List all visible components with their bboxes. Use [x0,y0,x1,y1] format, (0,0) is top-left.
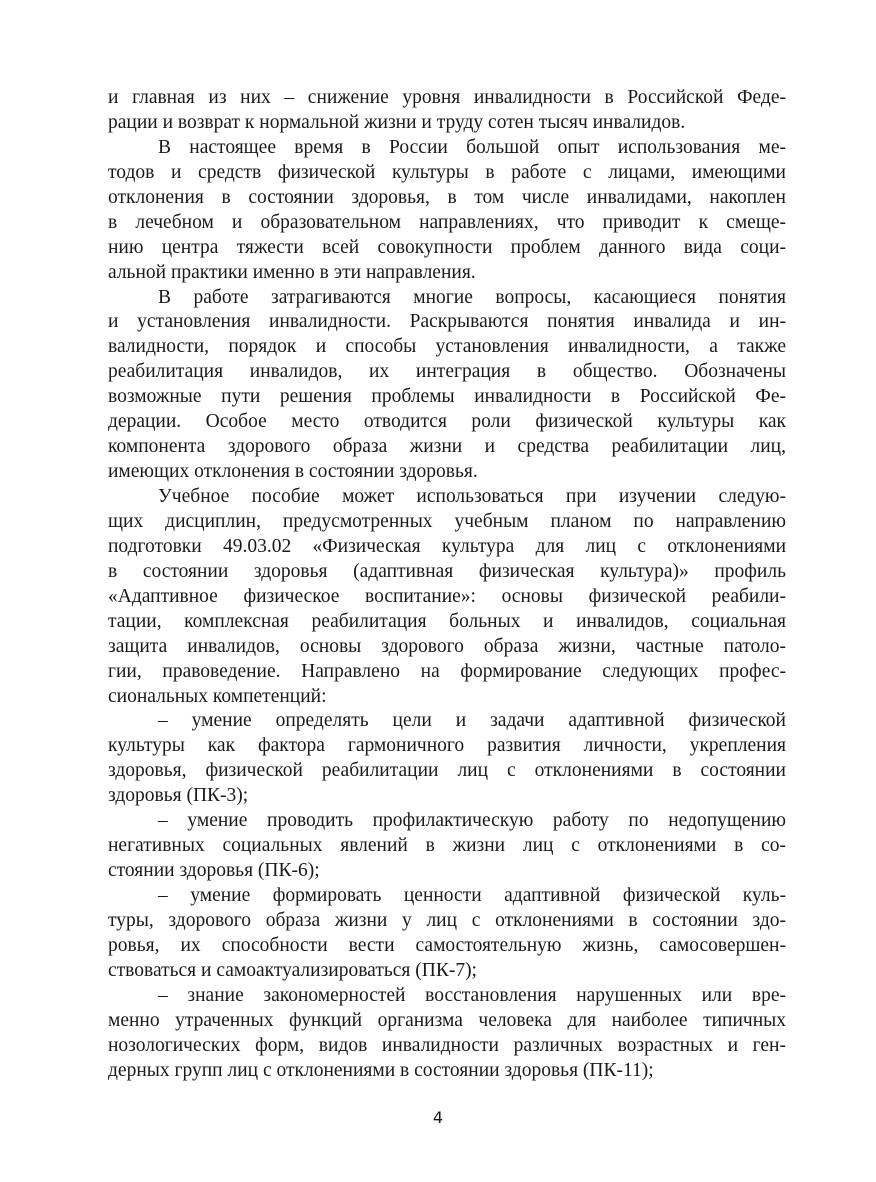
text-line: культуры как фактора гармоничного развития личности, укрепления [108,735,786,757]
text-line: дерных групп лиц с отклонениями в состоянии здоровья (ПК-11); [108,1059,654,1081]
text-line: – умение проводить профилактическую работу по недопущению [158,810,786,832]
text-line: В настоящее время в России большой опыт использования ме- [158,136,786,158]
text-line: Учебное пособие может использоваться при изучении следую- [158,486,786,507]
text-line: возможные пути решения проблемы инвалидности в Российской Фе- [108,386,786,408]
text-line: сиональных компетенций: [108,685,327,707]
text-line: В работе затрагиваются многие вопросы, касающиеся понятия [158,286,786,308]
text-line: и установления инвалидности. Раскрываются понятия инвалида и ин- [108,311,786,333]
text-line: гии, правоведение. Направлено на формирование следующих профес- [108,660,786,682]
text-line: тодов и средств физической культуры в работе с лицами, имеющими [108,161,786,183]
body-text [108,86,786,1084]
text-line: тации, комплексная реабилитация больных и инвалидов, социальная [108,610,786,632]
text-line: защита инвалидов, основы здорового образа жизни, частные патоло- [108,635,786,657]
text-line: в лечебном и образовательном направлениях, что приводит к смеще- [108,211,786,233]
text-line: и главная из них – снижение уровня инвалидности в Российской Феде- [108,87,786,108]
text-line: валидности, порядок и способы установления инвалидности, а также [108,336,786,358]
text-line: рации и возврат к нормальной жизни и труду сотен тысяч инвалидов. [108,111,686,133]
text-line: альной практики именно в эти направления. [108,261,476,283]
page-number: 4 [432,1108,444,1127]
text-line: щих дисциплин, предусмотренных учебным планом по направлению [108,510,786,532]
text-line: нозологических форм, видов инвалидности различных возрастных и ген- [108,1034,786,1056]
text-line: нию центра тяжести всей совокупности проблем данного вида соци- [108,236,786,258]
text-line: стоянии здоровья (ПК-6); [108,860,320,882]
text-line: подготовки 49.03.02 «Физическая культура для лиц с отклонениями [108,535,786,557]
text-line: менно утраченных функций организма человека для наиболее типичных [108,1009,786,1031]
text-line: ствоваться и самоактуализироваться (ПК-7); [108,959,477,981]
text-line: ровья, их способности вести самостоятельную жизнь, самосовершен- [108,934,786,956]
text-line: – умение формировать ценности адаптивной физической куль- [158,885,786,906]
text-line: туры, здорового образа жизни у лиц с отклонениями в состоянии здо- [108,909,786,931]
text-line: реабилитация инвалидов, их интеграция в общество. Обозначены [108,361,786,383]
text-line: негативных социальных явлений в жизни лиц с отклонениями в со- [108,835,786,857]
text-line: «Адаптивное физическое воспитание»: основы физической реабили- [108,585,786,607]
text-line: – знание закономерностей восстановления нарушенных или вре- [158,984,786,1006]
text-line: – умение определять цели и задачи адаптивной физической [158,710,786,732]
text-line: дерации. Особое место отводится роли физической культуры как [108,411,786,433]
text-line: в состоянии здоровья (адаптивная физическая культура)» профиль [108,560,786,582]
text-line: отклонения в состоянии здоровья, в том числе инвалидами, накоплен [108,186,786,208]
text-line: здоровья (ПК-3); [108,785,249,807]
text-line: здоровья, физической реабилитации лиц с отклонениями в состоянии [108,760,786,782]
text-line: имеющих отклонения в состоянии здоровья. [108,461,478,483]
text-line: компонента здорового образа жизни и средства реабилитации лиц, [108,436,786,458]
